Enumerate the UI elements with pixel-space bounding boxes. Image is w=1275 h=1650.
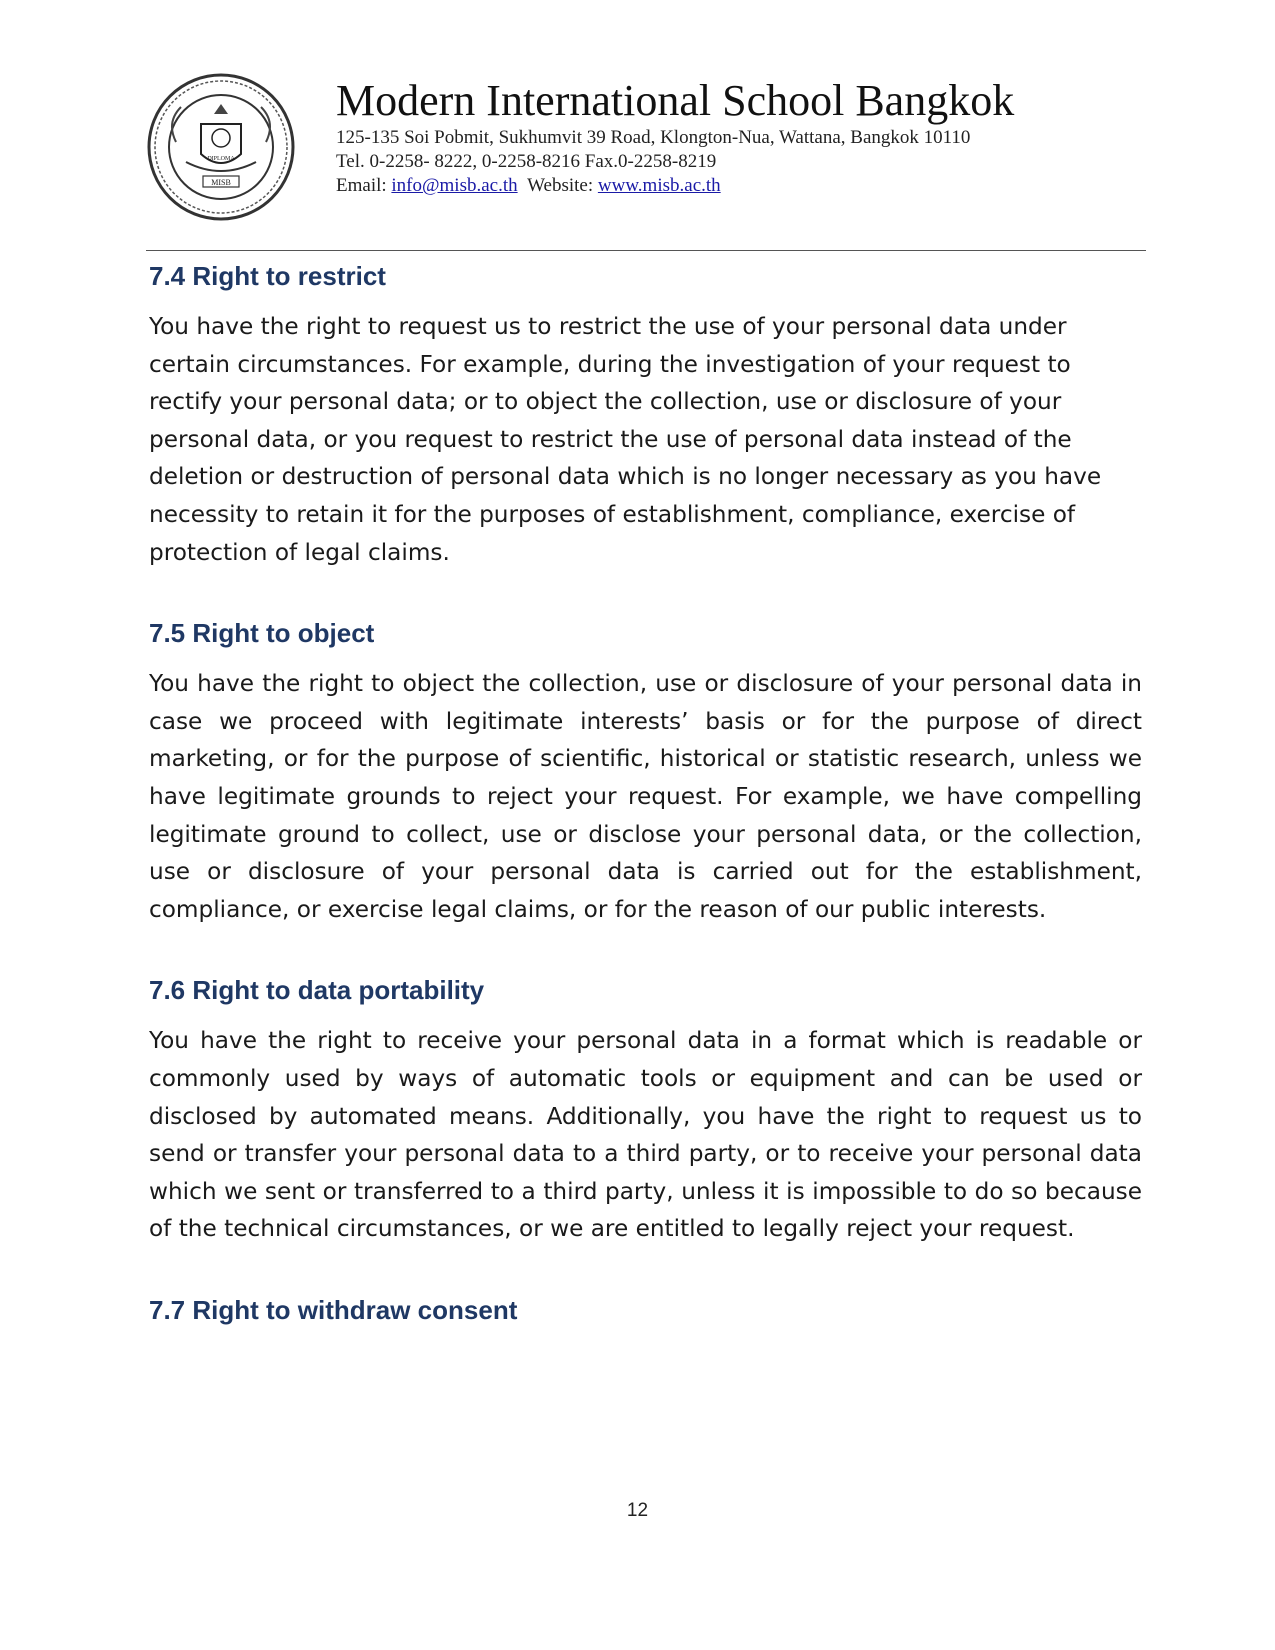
section-body-7-4: You have the right to request us to restrict the use of your personal data under certain circumstances. For example, during the investigation of your request to rectify your personal data; or to object the collection, use or disclosure of your personal data, or you request to restrict the use of personal data instead of the deletion or destruction of personal data which is no longer necessary as you have necessity to retain it for the purposes of establishment, compliance, exercise of protection of legal claims. xyxy=(149,313,1102,566)
section-body-7-6: You have the right to receive your personal data in a format which is readable or commonly used by ways of automatic tools or equipment and can be used or disclosed by automated means. Additionally, you have the right to request us to send or transfer your personal data to a third party, or to receive your personal data which we sent or transferred to a third party, unless it is impossible to do so because of the technical circumstances, or we are entitled to legally reject your request. xyxy=(149,1027,1142,1243)
svg-text:DIPLOMA: DIPLOMA xyxy=(207,156,235,162)
website-label: Website: xyxy=(527,175,594,196)
section-heading-7-7: 7.7 Right to withdraw consent xyxy=(149,1294,518,1325)
school-phone: Tel. 0-2258- 8222, 0-2258-8216 Fax.0-2258-8219 xyxy=(336,151,717,172)
page-number: 12 xyxy=(626,1500,649,1521)
school-name: Modern International School Bangkok xyxy=(336,76,1015,125)
letterhead-text xyxy=(336,76,1156,198)
section-body-7-5: You have the right to object the collection, use or disclosure of your personal data in case we proceed with legitimate interests’ basis or for the purpose of direct marketing, or for the purpose of scientific, historical or statistic research, unless we have legitimate grounds to reject your request. For example, we have compelling legitimate ground to collect, use or disclose your personal data, or the collection, use or disclosure of your personal data is carried out for the establishment, compliance, or exercise legal claims, or for the reason of our public interests. xyxy=(149,670,1142,923)
svg-text:MISB: MISB xyxy=(211,178,231,187)
email-link[interactable]: info@misb.ac.th xyxy=(391,175,518,196)
document-body xyxy=(149,258,1142,1342)
section-heading-7-5: 7.5 Right to object xyxy=(149,618,375,649)
section-heading-7-4: 7.4 Right to restrict xyxy=(149,261,386,291)
school-crest-seal-icon xyxy=(146,72,296,222)
email-label: Email: xyxy=(336,175,387,196)
letterhead xyxy=(146,72,1146,232)
header-divider xyxy=(146,250,1146,251)
section-heading-7-6: 7.6 Right to data portability xyxy=(149,975,485,1006)
school-address: 125-135 Soi Pobmit, Sukhumvit 39 Road, Klongton-Nua, Wattana, Bangkok 10110 xyxy=(336,127,971,148)
website-link[interactable]: www.misb.ac.th xyxy=(597,175,721,196)
school-contact xyxy=(336,174,1156,198)
